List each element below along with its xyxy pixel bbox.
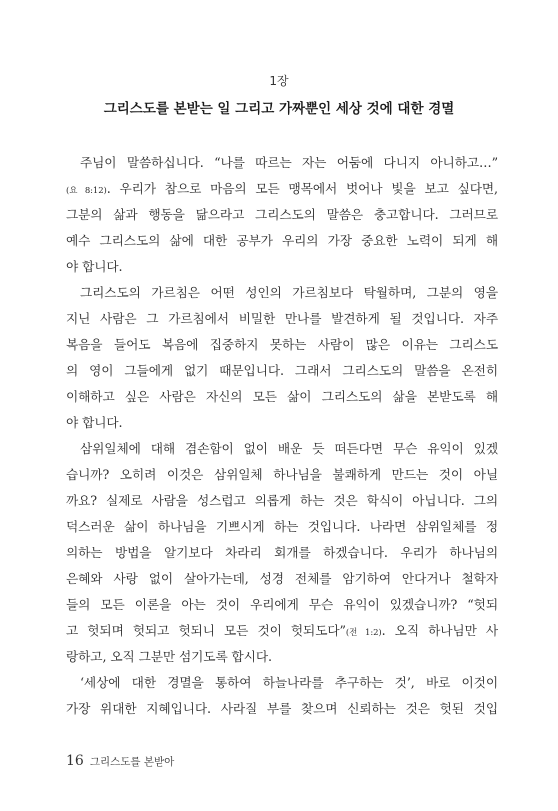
text-line: 들의 모든 이론을 아는 것이 우리에게 무슨 유익이 있겠습니까? “헛되 — [66, 597, 498, 612]
text-fragment: . 오직 하나님만 사 — [381, 623, 498, 638]
text-line: 의 영이 그들에게 없기 때문입니다. 그래서 그리스도의 말씀을 온전히 — [66, 363, 498, 378]
text-line: 이해하고 싶은 사람은 자신의 모든 삶이 그리스도의 삶을 본받도록 해 — [66, 389, 498, 404]
chapter-label: 1장 — [269, 74, 289, 88]
text-fragment: 고 헛되며 헛되고 헛되니 모든 것이 헛되도다” — [66, 623, 346, 638]
text-line: 의하는 방법을 알기보다 차라리 회개를 하겠습니다. 우리가 하나님의 — [66, 545, 498, 560]
text-line: 야 합니다. — [66, 259, 123, 274]
text-line: 주님이 말씀하십니다. “나를 따르는 자는 어둠에 다니지 아니하고…” — [80, 155, 498, 170]
text-line: 가장 위대한 지혜입니다. 사라질 부를 찾으며 신뢰하는 것은 헛된 것입 — [66, 701, 498, 716]
text-line: 그분의 삶과 행동을 닮으라고 그리스도의 말씀은 충고합니다. 그러므로 — [66, 207, 498, 222]
text-fragment: . 우리가 참으로 마음의 모든 맹목에서 벗어나 빛을 보고 싶다면, — [106, 181, 498, 196]
text-line: 덕스러운 삶이 하나님을 기쁘시게 하는 것입니다. 나라면 삼위일체를 정 — [66, 519, 498, 534]
page-footer — [66, 750, 174, 769]
chapter-title: 그리스도를 본받는 일 그리고 가짜뿐인 세상 것에 대한 경멸 — [103, 101, 455, 117]
running-book-title: 그리스도를 본받아 — [89, 756, 175, 768]
text-line: 삼위일체에 대해 겸손함이 없이 배운 듯 떠든다면 무슨 유익이 있겠 — [80, 441, 498, 456]
text-line: 까요? 실제로 사람을 성스럽고 의롭게 하는 것은 학식이 아닙니다. 그의 — [66, 493, 498, 508]
text-line: 지닌 사람은 그 가르침에서 비밀한 만나를 발견하게 될 것입니다. 자주 — [66, 311, 498, 326]
text-line: 랑하고, 오직 그분만 섬기도록 합시다. — [66, 649, 272, 664]
text-line: 야 합니다. — [66, 415, 123, 430]
body-text — [66, 150, 498, 722]
text-line: 예수 그리스도의 삶에 대한 공부가 우리의 가장 중요한 노력이 되게 해 — [66, 233, 498, 248]
text-line — [66, 176, 498, 202]
text-line: 그리스도의 가르침은 어떤 성인의 가르침보다 탁월하며, 그분의 영을 — [80, 285, 498, 300]
scripture-reference: (요 8:12) — [66, 186, 107, 196]
text-line — [66, 618, 498, 644]
page-number: 16 — [66, 753, 84, 769]
scripture-reference: (전 1:2) — [345, 628, 382, 638]
text-line: 은혜와 사랑 없이 살아가는데, 성경 전체를 암기하여 안다거나 철학자 — [66, 571, 498, 586]
text-line: 습니까? 오히려 이것은 삼위일체 하나님을 불쾌하게 만드는 것이 아닐 — [66, 467, 498, 482]
text-line: 복음을 들어도 복음에 집중하지 못하는 사람이 많은 이유는 그리스도 — [66, 337, 498, 352]
text-line: ‘세상에 대한 경멸을 통하여 하늘나라를 추구하는 것’, 바로 이것이 — [80, 675, 498, 690]
